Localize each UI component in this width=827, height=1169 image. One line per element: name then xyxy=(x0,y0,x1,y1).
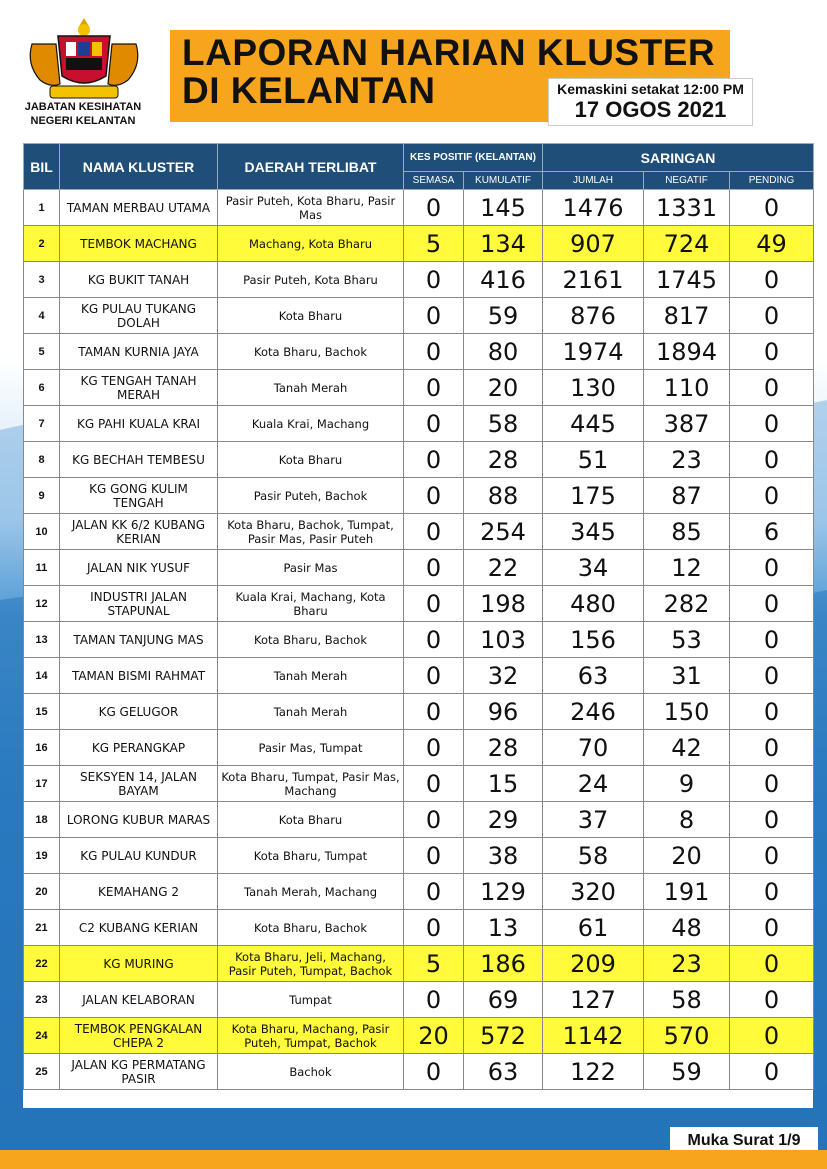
table-row xyxy=(24,874,814,910)
cell-kumulatif: 80 xyxy=(464,334,543,370)
cell-bil: 9 xyxy=(24,478,60,514)
cell-semasa: 0 xyxy=(404,730,464,766)
cell-negatif: 8 xyxy=(644,802,730,838)
cell-jumlah: 63 xyxy=(543,658,644,694)
table-row xyxy=(24,946,814,982)
cell-jumlah: 1142 xyxy=(543,1018,644,1054)
table-row xyxy=(24,910,814,946)
cell-pending: 0 xyxy=(730,766,814,802)
cell-nama: KG MURING xyxy=(60,946,218,982)
cell-kumulatif: 186 xyxy=(464,946,543,982)
cell-semasa: 0 xyxy=(404,262,464,298)
cell-nama: TAMAN MERBAU UTAMA xyxy=(60,190,218,226)
table-row xyxy=(24,1054,814,1090)
cell-daerah: Pasir Puteh, Kota Bharu xyxy=(218,262,404,298)
table-row xyxy=(24,838,814,874)
cell-pending: 0 xyxy=(730,334,814,370)
cell-daerah: Kota Bharu xyxy=(218,442,404,478)
cell-negatif: 150 xyxy=(644,694,730,730)
cell-kumulatif: 15 xyxy=(464,766,543,802)
cell-daerah: Bachok xyxy=(218,1054,404,1090)
cell-daerah: Kota Bharu, Bachok, Tumpat, Pasir Mas, Pasir Puteh xyxy=(218,514,404,550)
cell-nama: C2 KUBANG KERIAN xyxy=(60,910,218,946)
cell-negatif: 191 xyxy=(644,874,730,910)
cell-pending: 0 xyxy=(730,622,814,658)
cell-kumulatif: 58 xyxy=(464,406,543,442)
cell-jumlah: 907 xyxy=(543,226,644,262)
cell-bil: 11 xyxy=(24,550,60,586)
cell-bil: 19 xyxy=(24,838,60,874)
cell-negatif: 110 xyxy=(644,370,730,406)
cell-daerah: Kota Bharu xyxy=(218,802,404,838)
cell-nama: KG TENGAH TANAH MERAH xyxy=(60,370,218,406)
col-pending: PENDING xyxy=(730,172,814,190)
cell-nama: TAMAN TANJUNG MAS xyxy=(60,622,218,658)
cell-nama: KG BUKIT TANAH xyxy=(60,262,218,298)
cell-daerah: Kota Bharu, Bachok xyxy=(218,910,404,946)
cell-semasa: 0 xyxy=(404,406,464,442)
cell-semasa: 0 xyxy=(404,622,464,658)
cell-kumulatif: 88 xyxy=(464,478,543,514)
cell-nama: TEMBOK PENGKALAN CHEPA 2 xyxy=(60,1018,218,1054)
cell-pending: 0 xyxy=(730,838,814,874)
cell-bil: 7 xyxy=(24,406,60,442)
cell-pending: 0 xyxy=(730,982,814,1018)
cell-nama: KG PULAU TUKANG DOLAH xyxy=(60,298,218,334)
cell-kumulatif: 254 xyxy=(464,514,543,550)
cell-negatif: 48 xyxy=(644,910,730,946)
cell-jumlah: 876 xyxy=(543,298,644,334)
cell-pending: 0 xyxy=(730,802,814,838)
cell-semasa: 0 xyxy=(404,478,464,514)
page-number: Muka Surat 1/9 xyxy=(670,1127,818,1155)
cell-kumulatif: 103 xyxy=(464,622,543,658)
cell-jumlah: 1974 xyxy=(543,334,644,370)
cell-pending: 0 xyxy=(730,262,814,298)
cell-semasa: 0 xyxy=(404,982,464,1018)
cell-bil: 14 xyxy=(24,658,60,694)
table-row xyxy=(24,370,814,406)
cell-semasa: 0 xyxy=(404,550,464,586)
cell-negatif: 570 xyxy=(644,1018,730,1054)
cell-pending: 0 xyxy=(730,478,814,514)
cell-bil: 4 xyxy=(24,298,60,334)
cell-jumlah: 246 xyxy=(543,694,644,730)
cell-semasa: 0 xyxy=(404,658,464,694)
cell-pending: 0 xyxy=(730,442,814,478)
col-jumlah: JUMLAH xyxy=(543,172,644,190)
table-row xyxy=(24,730,814,766)
col-daerah: DAERAH TERLIBAT xyxy=(218,144,404,190)
cell-pending: 0 xyxy=(730,550,814,586)
cell-negatif: 42 xyxy=(644,730,730,766)
table-row xyxy=(24,406,814,442)
cell-bil: 13 xyxy=(24,622,60,658)
cell-jumlah: 24 xyxy=(543,766,644,802)
col-negatif: NEGATIF xyxy=(644,172,730,190)
cell-jumlah: 175 xyxy=(543,478,644,514)
cell-jumlah: 58 xyxy=(543,838,644,874)
cell-jumlah: 127 xyxy=(543,982,644,1018)
cell-semasa: 5 xyxy=(404,946,464,982)
cell-semasa: 20 xyxy=(404,1018,464,1054)
cell-kumulatif: 59 xyxy=(464,298,543,334)
cell-nama: SEKSYEN 14, JALAN BAYAM xyxy=(60,766,218,802)
cell-daerah: Kota Bharu, Tumpat xyxy=(218,838,404,874)
cell-pending: 6 xyxy=(730,514,814,550)
table-row xyxy=(24,1018,814,1054)
cell-nama: TAMAN BISMI RAHMAT xyxy=(60,658,218,694)
table-row xyxy=(24,586,814,622)
cell-jumlah: 480 xyxy=(543,586,644,622)
cell-nama: LORONG KUBUR MARAS xyxy=(60,802,218,838)
cell-semasa: 0 xyxy=(404,1054,464,1090)
cell-daerah: Kota Bharu, Machang, Pasir Puteh, Tumpat, Bachok xyxy=(218,1018,404,1054)
cell-bil: 8 xyxy=(24,442,60,478)
cell-jumlah: 209 xyxy=(543,946,644,982)
cell-nama: JALAN KK 6/2 KUBANG KERIAN xyxy=(60,514,218,550)
cell-semasa: 0 xyxy=(404,910,464,946)
cell-nama: JALAN NIK YUSUF xyxy=(60,550,218,586)
cell-nama: JALAN KG PERMATANG PASIR xyxy=(60,1054,218,1090)
cell-kumulatif: 134 xyxy=(464,226,543,262)
cell-negatif: 1894 xyxy=(644,334,730,370)
cell-semasa: 0 xyxy=(404,802,464,838)
cell-jumlah: 51 xyxy=(543,442,644,478)
cell-semasa: 0 xyxy=(404,694,464,730)
cell-daerah: Kota Bharu xyxy=(218,298,404,334)
cell-kumulatif: 38 xyxy=(464,838,543,874)
table-row xyxy=(24,658,814,694)
cell-bil: 23 xyxy=(24,982,60,1018)
table-row xyxy=(24,226,814,262)
cell-pending: 0 xyxy=(730,406,814,442)
cell-nama: INDUSTRI JALAN STAPUNAL xyxy=(60,586,218,622)
cell-bil: 18 xyxy=(24,802,60,838)
cell-kumulatif: 20 xyxy=(464,370,543,406)
cell-negatif: 59 xyxy=(644,1054,730,1090)
cell-negatif: 53 xyxy=(644,622,730,658)
cell-pending: 0 xyxy=(730,190,814,226)
cell-pending: 0 xyxy=(730,694,814,730)
cell-semasa: 0 xyxy=(404,874,464,910)
cell-jumlah: 34 xyxy=(543,550,644,586)
bottom-band xyxy=(0,1150,827,1169)
cell-daerah: Pasir Mas xyxy=(218,550,404,586)
cell-jumlah: 37 xyxy=(543,802,644,838)
cell-semasa: 0 xyxy=(404,586,464,622)
cell-pending: 0 xyxy=(730,370,814,406)
cell-negatif: 87 xyxy=(644,478,730,514)
cell-pending: 0 xyxy=(730,730,814,766)
cell-daerah: Tanah Merah xyxy=(218,370,404,406)
cell-nama: JALAN KELABORAN xyxy=(60,982,218,1018)
cell-semasa: 0 xyxy=(404,766,464,802)
cell-kumulatif: 145 xyxy=(464,190,543,226)
cell-bil: 25 xyxy=(24,1054,60,1090)
cell-negatif: 20 xyxy=(644,838,730,874)
coat-of-arms-logo xyxy=(22,14,146,106)
cell-daerah: Tanah Merah xyxy=(218,658,404,694)
cell-negatif: 282 xyxy=(644,586,730,622)
cell-semasa: 0 xyxy=(404,190,464,226)
table-row xyxy=(24,802,814,838)
cell-bil: 16 xyxy=(24,730,60,766)
cell-kumulatif: 28 xyxy=(464,442,543,478)
cell-kumulatif: 416 xyxy=(464,262,543,298)
cell-semasa: 0 xyxy=(404,370,464,406)
cell-negatif: 85 xyxy=(644,514,730,550)
department-name: JABATAN KESIHATAN NEGERI KELANTAN xyxy=(24,101,142,127)
cell-kumulatif: 96 xyxy=(464,694,543,730)
table-row xyxy=(24,622,814,658)
table-row xyxy=(24,478,814,514)
cell-jumlah: 122 xyxy=(543,1054,644,1090)
table-row xyxy=(24,262,814,298)
cell-pending: 0 xyxy=(730,910,814,946)
cell-bil: 5 xyxy=(24,334,60,370)
col-nama: NAMA KLUSTER xyxy=(60,144,218,190)
cell-pending: 0 xyxy=(730,298,814,334)
cell-daerah: Kuala Krai, Machang xyxy=(218,406,404,442)
cell-daerah: Kota Bharu, Bachok xyxy=(218,334,404,370)
cell-daerah: Pasir Puteh, Bachok xyxy=(218,478,404,514)
cell-nama: KG PULAU KUNDUR xyxy=(60,838,218,874)
cell-semasa: 0 xyxy=(404,442,464,478)
cell-negatif: 1331 xyxy=(644,190,730,226)
table-row xyxy=(24,982,814,1018)
cell-semasa: 0 xyxy=(404,838,464,874)
table-row xyxy=(24,766,814,802)
cell-daerah: Kota Bharu, Tumpat, Pasir Mas, Machang xyxy=(218,766,404,802)
cell-negatif: 31 xyxy=(644,658,730,694)
updated-label: Kemaskini setakat 12:00 PM xyxy=(557,81,744,97)
col-saringan: SARINGAN xyxy=(543,144,814,172)
cell-bil: 17 xyxy=(24,766,60,802)
update-box xyxy=(548,78,753,126)
cell-pending: 0 xyxy=(730,1018,814,1054)
table-row xyxy=(24,190,814,226)
cell-daerah: Pasir Puteh, Kota Bharu, Pasir Mas xyxy=(218,190,404,226)
table-row xyxy=(24,550,814,586)
cell-kumulatif: 63 xyxy=(464,1054,543,1090)
cell-bil: 6 xyxy=(24,370,60,406)
cell-bil: 3 xyxy=(24,262,60,298)
cell-bil: 2 xyxy=(24,226,60,262)
cell-nama: TAMAN KURNIA JAYA xyxy=(60,334,218,370)
cell-negatif: 23 xyxy=(644,442,730,478)
table-row xyxy=(24,694,814,730)
cell-kumulatif: 198 xyxy=(464,586,543,622)
cell-bil: 20 xyxy=(24,874,60,910)
cluster-table xyxy=(23,143,814,1090)
cell-negatif: 817 xyxy=(644,298,730,334)
cell-negatif: 12 xyxy=(644,550,730,586)
col-kumulatif: KUMULATIF xyxy=(464,172,543,190)
cell-nama: KG PERANGKAP xyxy=(60,730,218,766)
cell-jumlah: 320 xyxy=(543,874,644,910)
cell-daerah: Tumpat xyxy=(218,982,404,1018)
cell-semasa: 5 xyxy=(404,226,464,262)
cell-nama: KG BECHAH TEMBESU xyxy=(60,442,218,478)
table-row xyxy=(24,442,814,478)
cell-pending: 0 xyxy=(730,946,814,982)
cell-nama: KG PAHI KUALA KRAI xyxy=(60,406,218,442)
cell-nama: KG GELUGOR xyxy=(60,694,218,730)
cell-pending: 0 xyxy=(730,658,814,694)
cell-kumulatif: 29 xyxy=(464,802,543,838)
cell-bil: 12 xyxy=(24,586,60,622)
cell-bil: 22 xyxy=(24,946,60,982)
cell-daerah: Kota Bharu, Jeli, Machang, Pasir Puteh, Tumpat, Bachok xyxy=(218,946,404,982)
cell-kumulatif: 572 xyxy=(464,1018,543,1054)
cell-jumlah: 445 xyxy=(543,406,644,442)
cell-daerah: Tanah Merah, Machang xyxy=(218,874,404,910)
cell-negatif: 1745 xyxy=(644,262,730,298)
col-bil: BIL xyxy=(24,144,60,190)
col-kes-positif: KES POSITIF (KELANTAN) xyxy=(404,144,543,172)
cell-jumlah: 156 xyxy=(543,622,644,658)
cell-jumlah: 2161 xyxy=(543,262,644,298)
cell-jumlah: 345 xyxy=(543,514,644,550)
title-line-2: DI KELANTAN xyxy=(182,70,436,111)
cell-daerah: Pasir Mas, Tumpat xyxy=(218,730,404,766)
cell-negatif: 387 xyxy=(644,406,730,442)
cell-semasa: 0 xyxy=(404,298,464,334)
cell-kumulatif: 13 xyxy=(464,910,543,946)
cell-jumlah: 130 xyxy=(543,370,644,406)
table-row xyxy=(24,298,814,334)
cell-kumulatif: 69 xyxy=(464,982,543,1018)
cell-negatif: 58 xyxy=(644,982,730,1018)
table-row xyxy=(24,334,814,370)
title-line-1: LAPORAN HARIAN KLUSTER xyxy=(182,32,716,73)
table-row xyxy=(24,514,814,550)
cluster-table-container xyxy=(23,143,813,1108)
cell-bil: 24 xyxy=(24,1018,60,1054)
cell-daerah: Tanah Merah xyxy=(218,694,404,730)
cell-kumulatif: 22 xyxy=(464,550,543,586)
cell-kumulatif: 129 xyxy=(464,874,543,910)
cell-negatif: 9 xyxy=(644,766,730,802)
cell-kumulatif: 28 xyxy=(464,730,543,766)
cell-jumlah: 70 xyxy=(543,730,644,766)
cell-semasa: 0 xyxy=(404,514,464,550)
cell-daerah: Machang, Kota Bharu xyxy=(218,226,404,262)
cell-kumulatif: 32 xyxy=(464,658,543,694)
col-semasa: SEMASA xyxy=(404,172,464,190)
cell-semasa: 0 xyxy=(404,334,464,370)
cell-nama: KEMAHANG 2 xyxy=(60,874,218,910)
cell-pending: 49 xyxy=(730,226,814,262)
cell-negatif: 23 xyxy=(644,946,730,982)
cell-daerah: Kota Bharu, Bachok xyxy=(218,622,404,658)
cell-nama: TEMBOK MACHANG xyxy=(60,226,218,262)
cell-jumlah: 61 xyxy=(543,910,644,946)
cell-pending: 0 xyxy=(730,1054,814,1090)
cell-nama: KG GONG KULIM TENGAH xyxy=(60,478,218,514)
cell-bil: 21 xyxy=(24,910,60,946)
report-date: 17 OGOS 2021 xyxy=(574,97,727,122)
cell-negatif: 724 xyxy=(644,226,730,262)
cell-pending: 0 xyxy=(730,874,814,910)
cell-bil: 15 xyxy=(24,694,60,730)
cell-jumlah: 1476 xyxy=(543,190,644,226)
cell-pending: 0 xyxy=(730,586,814,622)
cell-daerah: Kuala Krai, Machang, Kota Bharu xyxy=(218,586,404,622)
cell-bil: 10 xyxy=(24,514,60,550)
cell-bil: 1 xyxy=(24,190,60,226)
